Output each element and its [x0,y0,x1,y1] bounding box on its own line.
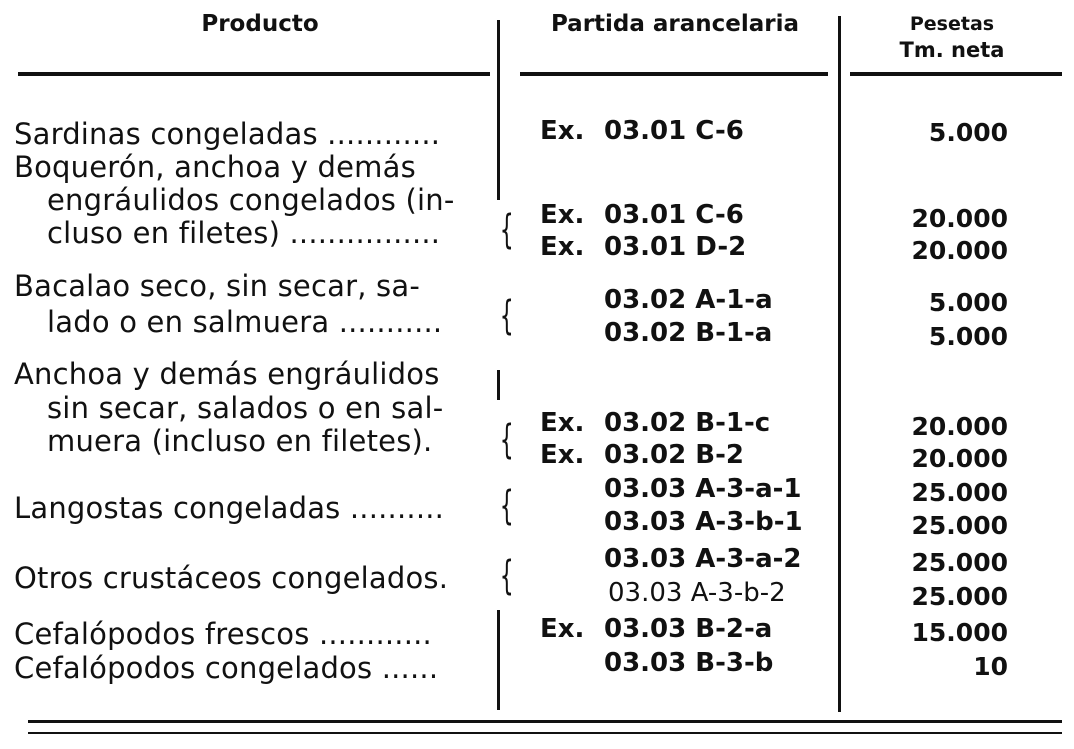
brace-icon: { [499,293,514,339]
tariff-code: 03.02 A-1-a [604,285,773,315]
product-line: Otros crustáceos congelados. [14,561,449,595]
header-pesetas-line2: Tm. neta [899,38,1005,62]
header-rule-pesetas [850,72,1062,76]
tariff-code: 03.03 A-3-a-2 [604,544,802,574]
tariff-code: 03.03 A-3-b-2 [608,578,786,608]
price-value: 25.000 [911,548,1008,577]
header-rule-partida [520,72,828,76]
brace-icon: { [499,207,514,253]
price-value: 25.000 [911,511,1008,540]
header-pesetas-line1: Pesetas [909,13,995,35]
header-partida: Partida arancelaria [550,11,800,37]
tariff-code: 03.01 D-2 [604,232,747,262]
price-value: 15.000 [911,618,1008,647]
product-line: Langostas congeladas .......... [14,491,445,525]
tariff-code: 03.01 C-6 [604,200,744,230]
product-line: Cefalópodos frescos ............ [14,617,432,651]
tariff-code: 03.03 B-3-b [604,648,774,678]
product-line: Anchoa y demás engráulidos [14,357,440,391]
code-prefix: Ex. [540,408,585,438]
price-value: 5.000 [928,288,1008,317]
price-value: 20.000 [911,204,1008,233]
header-rule-product [18,72,490,76]
price-value: 20.000 [911,412,1008,441]
product-line: sin secar, salados o en sal- [47,391,444,425]
price-value: 20.000 [911,444,1008,473]
price-value: 5.000 [928,118,1008,147]
price-value: 25.000 [911,478,1008,507]
code-prefix: Ex. [540,200,585,230]
tariff-code: 03.03 A-3-a-1 [604,474,802,504]
price-value: 20.000 [911,236,1008,265]
product-line: lado o en salmuera ........... [47,305,443,339]
price-value: 5.000 [928,322,1008,351]
tariff-code: 03.03 B-2-a [604,614,773,644]
product-line: muera (incluso en filetes). [47,424,433,458]
code-prefix: Ex. [540,232,585,262]
code-prefix: Ex. [540,440,585,470]
tariff-code: 03.02 B-1-c [604,408,771,438]
tariff-code: 03.02 B-2 [604,440,744,470]
code-prefix: Ex. [540,116,585,146]
brace-icon: { [499,553,514,599]
brace-icon: { [499,417,514,463]
product-line: Sardinas congeladas ............ [14,117,441,151]
column-divider-left-lower [497,610,500,710]
product-line: Boquerón, anchoa y demás [14,150,416,184]
tariff-code: 03.02 B-1-a [604,318,773,348]
code-prefix: Ex. [540,614,585,644]
brace-icon: { [499,483,514,529]
product-line: engráulidos congelados (in- [47,183,455,217]
product-line: Bacalao seco, sin secar, sa- [14,269,420,303]
tariff-code: 03.01 C-6 [604,116,744,146]
tariff-code: 03.03 A-3-b-1 [604,507,803,537]
bottom-rule-2 [28,732,1062,734]
price-value: 10 [973,652,1008,681]
header-product: Producto [201,11,319,37]
bottom-rule-1 [28,720,1062,723]
product-line: cluso en filetes) ................ [47,216,441,250]
price-value: 25.000 [911,582,1008,611]
column-divider-right [838,16,841,712]
product-line: Cefalópodos congelados ...... [14,651,439,685]
column-divider-left [497,20,500,200]
